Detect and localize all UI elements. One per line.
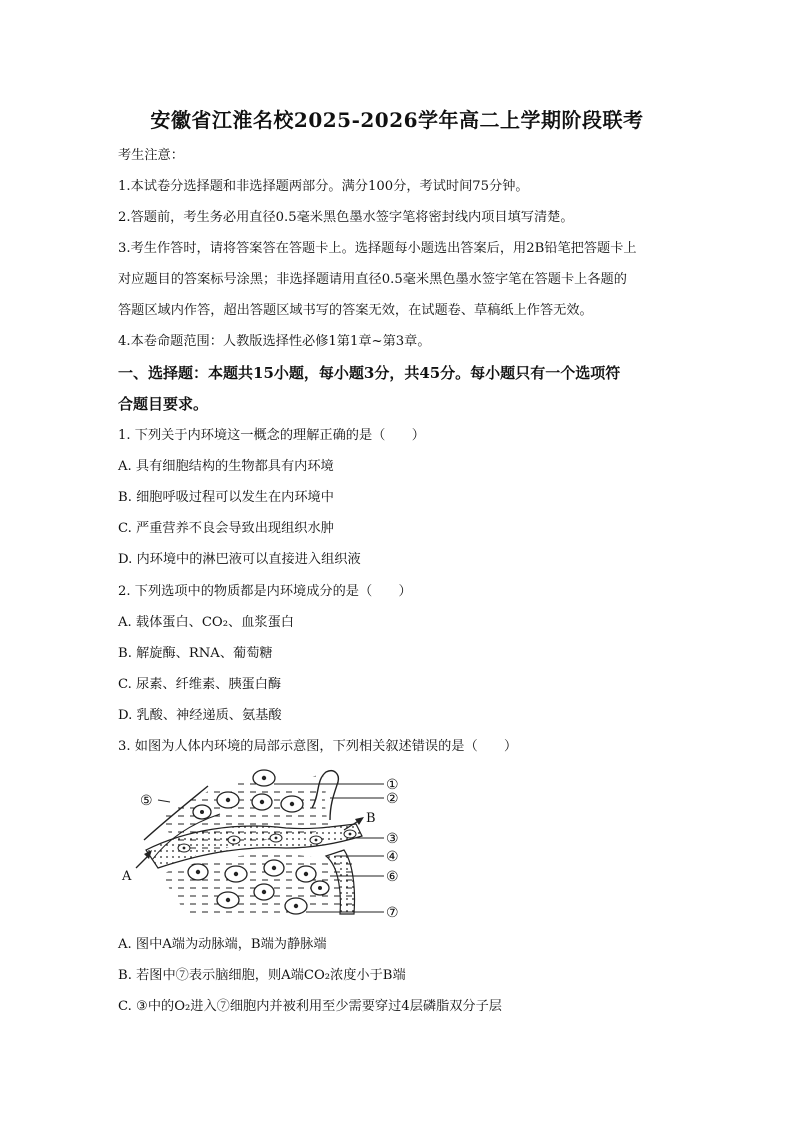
notice-item-3-cont: 对应题目的答案标号涂黑；非选择题请用直径0.5毫米黑色墨水签字笔在答题卡上各题的 (118, 272, 627, 287)
question-3-option-b: B. 若图中⑦表示脑细胞，则A端CO₂浓度小于B端 (118, 968, 406, 983)
question-2-option-d: D. 乳酸、神经递质、氨基酸 (118, 708, 282, 723)
question-1-option-c: C. 严重营养不良会导致出现组织水肿 (118, 521, 334, 536)
question-2-stem: 2. 下列选项中的物质都是内环境成分的是（ ） (118, 584, 412, 599)
exam-title: 安徽省江淮名校2025-2026学年高二上学期阶段联考 (150, 108, 644, 132)
label-1: ① (386, 777, 399, 793)
label-6: ⑥ (386, 869, 399, 885)
notice-heading: 考生注意： (118, 148, 184, 163)
section-heading-cont: 合题目要求。 (118, 395, 209, 413)
notice-item-4: 4.本卷命题范围：人教版选择性必修1第1章~第3章。 (118, 334, 431, 349)
internal-environment-diagram (116, 764, 416, 926)
label-4: ④ (386, 849, 399, 865)
section-heading: 一、选择题：本题共15小题，每小题3分，共45分。每小题只有一个选项符 (118, 364, 621, 382)
question-2-option-a: A. 载体蛋白、CO₂、血浆蛋白 (118, 615, 294, 630)
label-2: ② (386, 791, 399, 807)
question-2-option-b: B. 解旋酶、RNA、葡萄糖 (118, 646, 273, 661)
question-1-option-a: A. 具有细胞结构的生物都具有内环境 (118, 459, 334, 474)
question-2-option-c: C. 尿素、纤维素、胰蛋白酶 (118, 677, 282, 692)
notice-item-3: 3.考生作答时，请将答案答在答题卡上。选择题每小题选出答案后，用2B铅笔把答题卡上 (118, 241, 637, 256)
label-end-a: A (122, 869, 132, 884)
question-3-option-a: A. 图中A端为动脉端，B端为静脉端 (118, 937, 327, 952)
question-3-stem: 3. 如图为人体内环境的局部示意图，下列相关叙述错误的是（ ） (118, 739, 518, 754)
label-end-b: B (366, 811, 376, 826)
question-1-stem: 1. 下列关于内环境这一概念的理解正确的是（ ） (118, 428, 425, 443)
question-1-option-d: D. 内环境中的淋巴液可以直接进入组织液 (118, 552, 361, 567)
label-5: ⑤ (140, 793, 153, 809)
notice-item-1: 1.本试卷分选择题和非选择题两部分。满分100分，考试时间75分钟。 (118, 179, 529, 194)
question-3-option-c: C. ③中的O₂进入⑦细胞内并被利用至少需要穿过4层磷脂双分子层 (118, 999, 502, 1014)
label-3: ③ (386, 831, 399, 847)
notice-item-2: 2.答题前，考生务必用直径0.5毫米黑色墨水签字笔将密封线内项目填写清楚。 (118, 210, 574, 225)
question-1-option-b: B. 细胞呼吸过程可以发生在内环境中 (118, 490, 334, 505)
label-7: ⑦ (386, 905, 399, 921)
notice-item-3-cont2: 答题区域内作答，超出答题区域书写的答案无效，在试题卷、草稿纸上作答无效。 (118, 303, 593, 318)
